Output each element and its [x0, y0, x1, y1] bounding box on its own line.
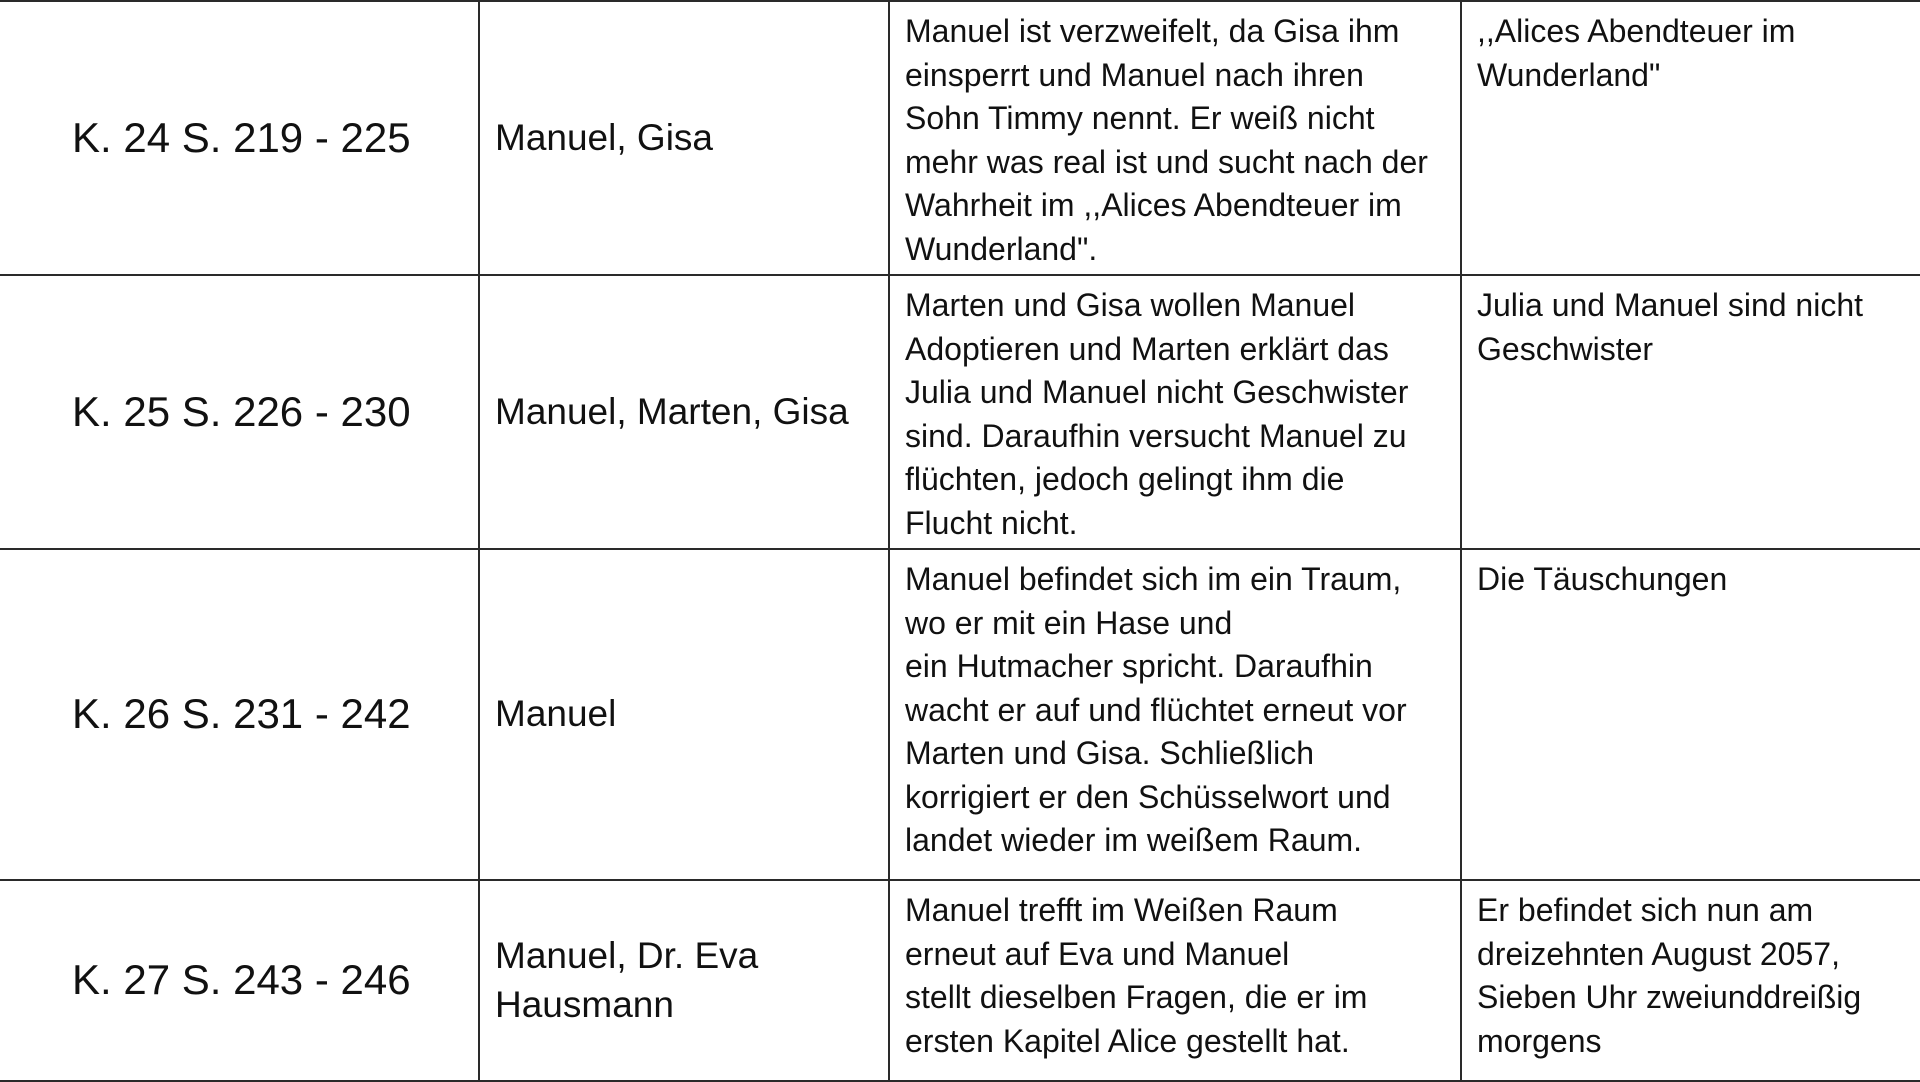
persons-cell: Manuel, Marten, Gisa — [479, 275, 889, 549]
note-cell: Er befindet sich nun am dreizehnten August 2057, Sieben Uhr zweiunddreißig morgens — [1461, 880, 1920, 1081]
persons-cell: Manuel — [479, 549, 889, 880]
note-cell: ,,Alices Abendteuer im Wunderland" — [1461, 1, 1920, 275]
chapter-cell: K. 24 S. 219 - 225 — [0, 1, 479, 275]
summary-cell: Manuel befindet sich im ein Traum, wo er mit ein Hase und ein Hutmacher spricht. Daraufhin wacht er auf und flüchtet erneut vor Marten und Gisa. Schließlich korrigiert er den Schüsselwort und landet wieder im weißem Raum. — [889, 549, 1461, 880]
summary-cell: Marten und Gisa wollen Manuel Adoptieren und Marten erklärt das Julia und Manuel nicht Geschwister sind. Daraufhin versucht Manuel zu flüchten, jedoch gelingt ihm die Flucht nicht. — [889, 275, 1461, 549]
table-row — [0, 275, 1920, 549]
chapter-cell: K. 25 S. 226 - 230 — [0, 275, 479, 549]
persons-cell: Manuel, Dr. Eva Hausmann — [479, 880, 889, 1081]
summary-cell: Manuel trefft im Weißen Raum erneut auf Eva und Manuel stellt dieselben Fragen, die er im ersten Kapitel Alice gestellt hat. — [889, 880, 1461, 1081]
note-cell: Julia und Manuel sind nicht Geschwister — [1461, 275, 1920, 549]
table-row — [0, 880, 1920, 1081]
chapter-cell: K. 27 S. 243 - 246 — [0, 880, 479, 1081]
summary-cell: Manuel ist verzweifelt, da Gisa ihm einsperrt und Manuel nach ihren Sohn Timmy nennt. Er weiß nicht mehr was real ist und sucht nach der Wahrheit im ,,Alices Abendteuer im Wunderland". — [889, 1, 1461, 275]
note-cell: Die Täuschungen — [1461, 549, 1920, 880]
table-row — [0, 549, 1920, 880]
persons-cell: Manuel, Gisa — [479, 1, 889, 275]
table-row — [0, 1, 1920, 275]
chapter-cell: K. 26 S. 231 - 242 — [0, 549, 479, 880]
